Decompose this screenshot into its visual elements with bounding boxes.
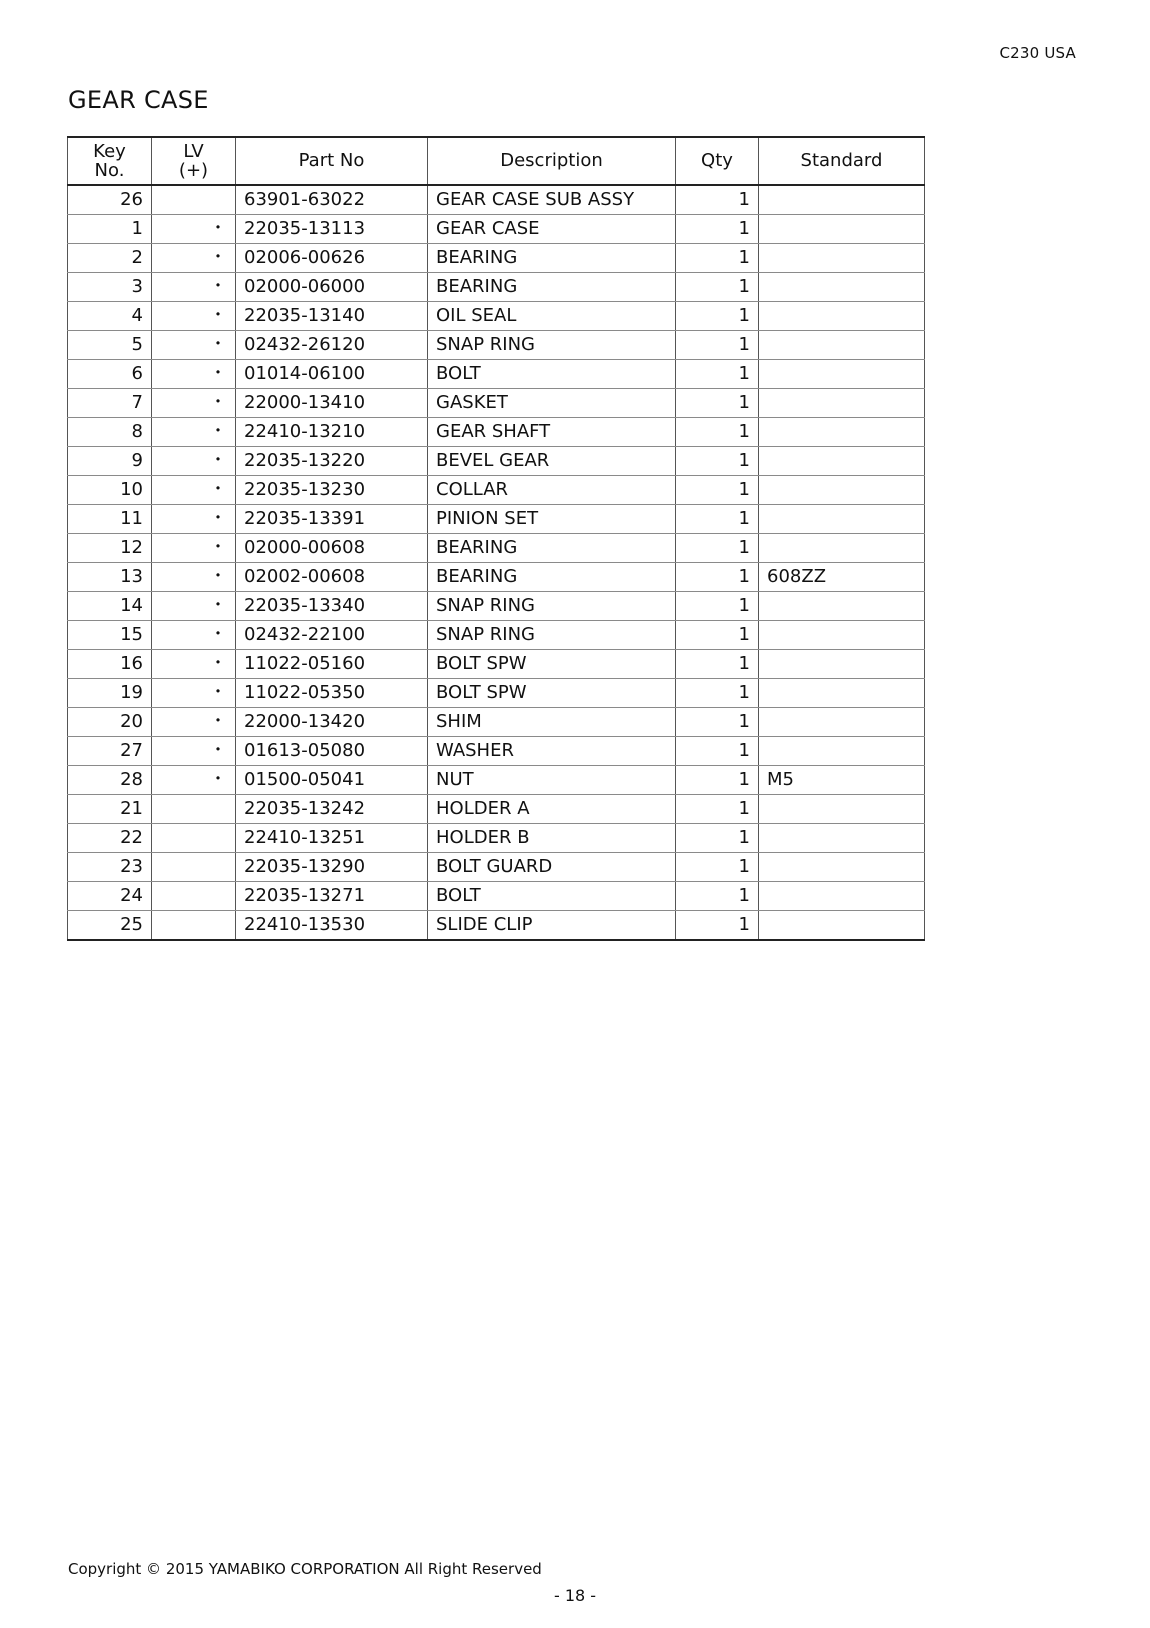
page-number: - 18 - [553,1586,597,1605]
cell-key-no: 25 [68,911,152,941]
table-row [68,447,925,476]
cell-lv: ・ [152,273,236,302]
column-header-key-no [68,137,152,185]
table-row [68,505,925,534]
cell-standard [759,679,925,708]
cell-part-no: 02432-22100 [236,621,428,650]
parts-table [67,136,925,941]
cell-standard [759,215,925,244]
cell-standard [759,389,925,418]
cell-standard [759,418,925,447]
page-title: GEAR CASE [68,86,209,114]
cell-lv: ・ [152,418,236,447]
cell-part-no: 01613-05080 [236,737,428,766]
table-row [68,534,925,563]
cell-key-no: 22 [68,824,152,853]
cell-description: BOLT [428,360,676,389]
cell-qty: 1 [676,273,759,302]
cell-key-no: 16 [68,650,152,679]
cell-lv: ・ [152,621,236,650]
cell-description: NUT [428,766,676,795]
model-code: C230 USA [999,44,1076,62]
cell-part-no: 02432-26120 [236,331,428,360]
cell-qty: 1 [676,360,759,389]
cell-lv: ・ [152,650,236,679]
column-header-description: Description [428,137,676,185]
cell-standard [759,911,925,941]
cell-description: BEARING [428,273,676,302]
cell-key-no: 6 [68,360,152,389]
cell-key-no: 12 [68,534,152,563]
cell-key-no: 26 [68,185,152,215]
cell-part-no: 22035-13230 [236,476,428,505]
cell-lv [152,824,236,853]
cell-description: GEAR CASE SUB ASSY [428,185,676,215]
cell-standard [759,592,925,621]
column-header-qty: Qty [676,137,759,185]
table-row [68,737,925,766]
cell-key-no: 11 [68,505,152,534]
cell-qty: 1 [676,215,759,244]
cell-qty: 1 [676,563,759,592]
cell-standard [759,650,925,679]
cell-standard [759,273,925,302]
cell-lv [152,853,236,882]
cell-qty: 1 [676,911,759,941]
cell-description: SNAP RING [428,621,676,650]
cell-qty: 1 [676,650,759,679]
cell-lv: ・ [152,360,236,389]
cell-qty: 1 [676,795,759,824]
table-row [68,795,925,824]
cell-part-no: 22035-13220 [236,447,428,476]
cell-key-no: 1 [68,215,152,244]
cell-key-no: 2 [68,244,152,273]
cell-key-no: 19 [68,679,152,708]
table-row [68,621,925,650]
cell-part-no: 22035-13290 [236,853,428,882]
cell-description: HOLDER A [428,795,676,824]
table-row [68,679,925,708]
cell-part-no: 22035-13271 [236,882,428,911]
cell-part-no: 11022-05160 [236,650,428,679]
cell-part-no: 22035-13391 [236,505,428,534]
table-row [68,650,925,679]
column-header-lv-line2: (+) [178,160,209,181]
cell-qty: 1 [676,708,759,737]
cell-standard [759,447,925,476]
cell-standard: 608ZZ [759,563,925,592]
cell-part-no: 22035-13140 [236,302,428,331]
cell-description: WASHER [428,737,676,766]
cell-lv [152,882,236,911]
cell-standard [759,708,925,737]
cell-lv: ・ [152,505,236,534]
table-row [68,911,925,941]
cell-lv: ・ [152,244,236,273]
cell-description: GEAR CASE [428,215,676,244]
cell-description: BOLT [428,882,676,911]
cell-standard [759,737,925,766]
cell-part-no: 22410-13210 [236,418,428,447]
cell-qty: 1 [676,853,759,882]
cell-part-no: 02002-00608 [236,563,428,592]
cell-lv: ・ [152,679,236,708]
table-row [68,824,925,853]
column-header-key-line2: No. [94,160,125,181]
cell-standard [759,185,925,215]
cell-key-no: 24 [68,882,152,911]
cell-qty: 1 [676,505,759,534]
cell-standard [759,795,925,824]
cell-lv: ・ [152,563,236,592]
cell-qty: 1 [676,447,759,476]
cell-key-no: 10 [68,476,152,505]
cell-description: SLIDE CLIP [428,911,676,941]
cell-lv: ・ [152,302,236,331]
table-row [68,302,925,331]
cell-lv: ・ [152,389,236,418]
table-row [68,185,925,215]
cell-standard [759,824,925,853]
cell-standard [759,534,925,563]
cell-standard [759,244,925,273]
cell-part-no: 02000-00608 [236,534,428,563]
cell-qty: 1 [676,476,759,505]
table-row [68,360,925,389]
cell-standard [759,476,925,505]
cell-part-no: 22035-13113 [236,215,428,244]
cell-description: BEARING [428,563,676,592]
column-header-key-line1: Key [93,141,126,162]
cell-key-no: 9 [68,447,152,476]
cell-part-no: 22000-13420 [236,708,428,737]
cell-qty: 1 [676,331,759,360]
cell-key-no: 5 [68,331,152,360]
cell-description: PINION SET [428,505,676,534]
cell-standard [759,882,925,911]
cell-description: SNAP RING [428,592,676,621]
cell-part-no: 01500-05041 [236,766,428,795]
cell-description: GEAR SHAFT [428,418,676,447]
cell-key-no: 28 [68,766,152,795]
table-row [68,389,925,418]
cell-qty: 1 [676,621,759,650]
cell-part-no: 22000-13410 [236,389,428,418]
cell-qty: 1 [676,302,759,331]
table-row [68,563,925,592]
cell-key-no: 7 [68,389,152,418]
cell-part-no: 63901-63022 [236,185,428,215]
column-header-part-no: Part No [236,137,428,185]
cell-standard [759,302,925,331]
cell-description: BOLT GUARD [428,853,676,882]
cell-qty: 1 [676,185,759,215]
cell-qty: 1 [676,534,759,563]
table-row [68,708,925,737]
cell-key-no: 8 [68,418,152,447]
cell-qty: 1 [676,389,759,418]
column-header-standard: Standard [759,137,925,185]
cell-lv: ・ [152,215,236,244]
cell-key-no: 15 [68,621,152,650]
cell-standard [759,505,925,534]
cell-lv: ・ [152,331,236,360]
table-row [68,331,925,360]
cell-part-no: 22410-13251 [236,824,428,853]
cell-part-no: 22035-13340 [236,592,428,621]
copyright-notice: Copyright © 2015 YAMABIKO CORPORATION All Right Reserved [68,1560,542,1578]
table-row [68,244,925,273]
cell-description: BEVEL GEAR [428,447,676,476]
table-row [68,215,925,244]
cell-part-no: 22410-13530 [236,911,428,941]
cell-lv: ・ [152,737,236,766]
table-row [68,418,925,447]
cell-standard: M5 [759,766,925,795]
cell-qty: 1 [676,882,759,911]
cell-lv: ・ [152,534,236,563]
cell-part-no: 11022-05350 [236,679,428,708]
column-header-lv-line1: LV [183,141,204,162]
cell-key-no: 20 [68,708,152,737]
cell-lv: ・ [152,708,236,737]
cell-qty: 1 [676,592,759,621]
cell-description: BEARING [428,244,676,273]
cell-lv: ・ [152,592,236,621]
cell-description: GASKET [428,389,676,418]
cell-description: OIL SEAL [428,302,676,331]
cell-description: SNAP RING [428,331,676,360]
parts-table-body [68,185,925,940]
table-row [68,476,925,505]
table-row [68,853,925,882]
cell-description: BEARING [428,534,676,563]
cell-description: COLLAR [428,476,676,505]
cell-description: BOLT SPW [428,679,676,708]
cell-key-no: 3 [68,273,152,302]
cell-key-no: 27 [68,737,152,766]
cell-qty: 1 [676,737,759,766]
cell-standard [759,621,925,650]
table-row [68,592,925,621]
cell-standard [759,360,925,389]
cell-key-no: 23 [68,853,152,882]
table-row [68,882,925,911]
cell-key-no: 14 [68,592,152,621]
table-row [68,273,925,302]
cell-lv [152,911,236,941]
cell-lv: ・ [152,447,236,476]
cell-lv [152,185,236,215]
table-row [68,766,925,795]
column-header-lv [152,137,236,185]
cell-part-no: 01014-06100 [236,360,428,389]
cell-qty: 1 [676,824,759,853]
cell-lv: ・ [152,476,236,505]
cell-key-no: 13 [68,563,152,592]
cell-key-no: 21 [68,795,152,824]
cell-qty: 1 [676,766,759,795]
cell-key-no: 4 [68,302,152,331]
cell-qty: 1 [676,244,759,273]
cell-lv: ・ [152,766,236,795]
cell-part-no: 02006-00626 [236,244,428,273]
table-header-row [68,137,925,185]
cell-part-no: 22035-13242 [236,795,428,824]
cell-description: HOLDER B [428,824,676,853]
cell-standard [759,853,925,882]
cell-qty: 1 [676,679,759,708]
cell-qty: 1 [676,418,759,447]
cell-standard [759,331,925,360]
cell-description: SHIM [428,708,676,737]
cell-lv [152,795,236,824]
cell-part-no: 02000-06000 [236,273,428,302]
cell-description: BOLT SPW [428,650,676,679]
